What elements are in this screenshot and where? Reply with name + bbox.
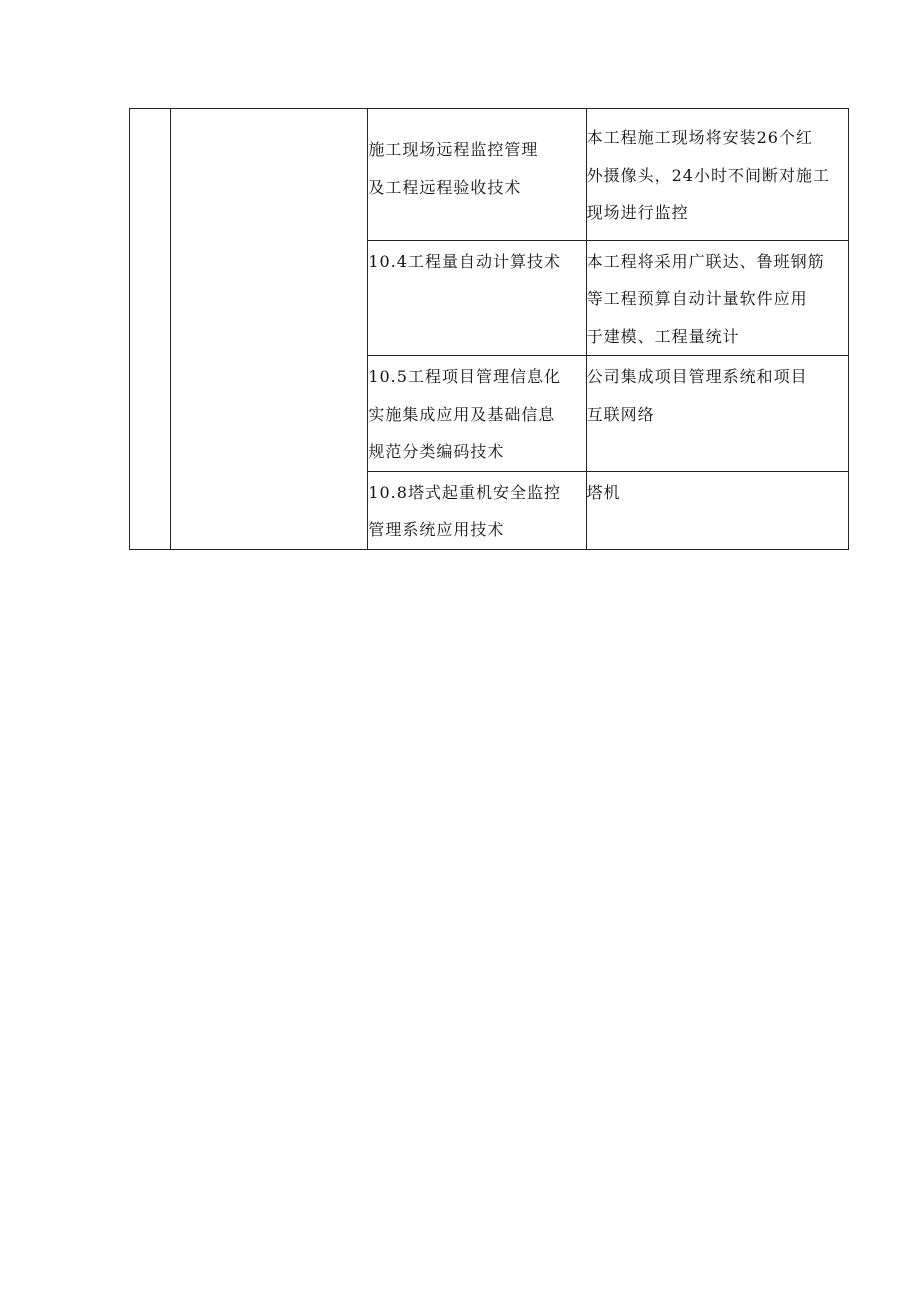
application-cell <box>586 109 848 241</box>
application-text: 公司集成项目管理系统和项目 互联网络 <box>586 367 808 424</box>
category-cell <box>171 109 368 550</box>
index-cell <box>130 109 171 550</box>
technology-cell <box>368 356 586 472</box>
application-text: 本工程将采用广联达、鲁班钢筋 等工程预算自动计量软件应用 于建模、工程量统计 <box>586 251 825 346</box>
technology-application-table <box>129 108 849 550</box>
application-text: 本工程施工现场将安装26个红 外摄像头，24小时不间断对施工 现场进行监控 <box>586 128 830 222</box>
table-row <box>130 109 849 241</box>
application-cell <box>586 471 848 549</box>
technology-text: 10.4工程量自动计算技术 <box>368 251 561 271</box>
technology-text: 10.5工程项目管理信息化 实施集成应用及基础信息 规范分类编码技术 <box>368 367 561 461</box>
technology-text: 10.8塔式起重机安全监控 管理系统应用技术 <box>368 482 561 539</box>
application-cell <box>586 240 848 356</box>
technology-cell <box>368 240 586 356</box>
technology-cell <box>368 471 586 549</box>
technology-cell <box>368 109 586 241</box>
application-cell <box>586 356 848 472</box>
application-text: 塔机 <box>586 482 621 502</box>
technology-text: 施工现场远程监控管理 及工程远程验收技术 <box>368 140 539 197</box>
